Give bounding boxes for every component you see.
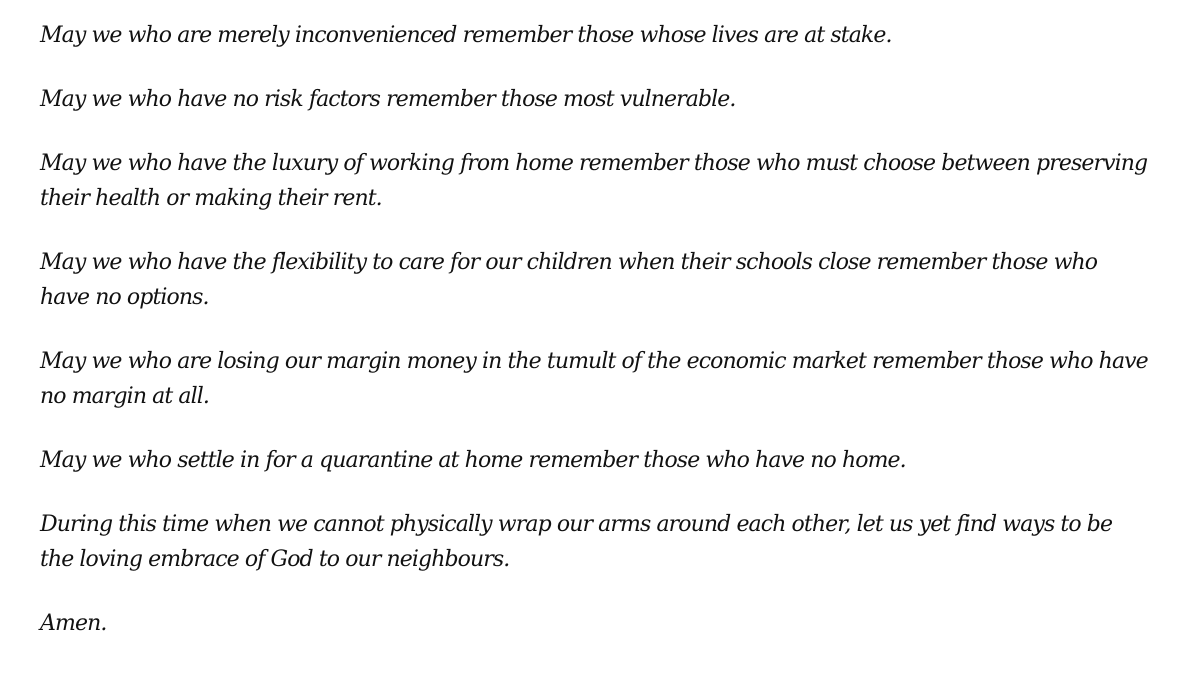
- paragraph-margin-money: May we who are losing our margin money in the tumult of the economic market remember those who have no margin at all.: [40, 349, 1148, 409]
- paragraph-risk-factors: May we who have no risk factors remember those most vulnerable.: [40, 87, 736, 112]
- paragraph-loving-embrace: During this time when we cannot physically wrap our arms around each other, let us yet find ways to be the loving embrace of God to our neighbours.: [40, 512, 1113, 572]
- paragraph-children: May we who have the flexibility to care for our children when their schools close remember those who have no options.: [40, 250, 1098, 310]
- paragraph-amen: Amen.: [40, 611, 107, 636]
- paragraph-inconvenienced: May we who are merely inconvenienced remember those whose lives are at stake.: [40, 23, 892, 48]
- paragraph-quarantine: May we who settle in for a quarantine at home remember those who have no home.: [40, 448, 906, 473]
- paragraph-working-from-home: May we who have the luxury of working from home remember those who must choose between preserving their health or making their rent.: [40, 151, 1148, 211]
